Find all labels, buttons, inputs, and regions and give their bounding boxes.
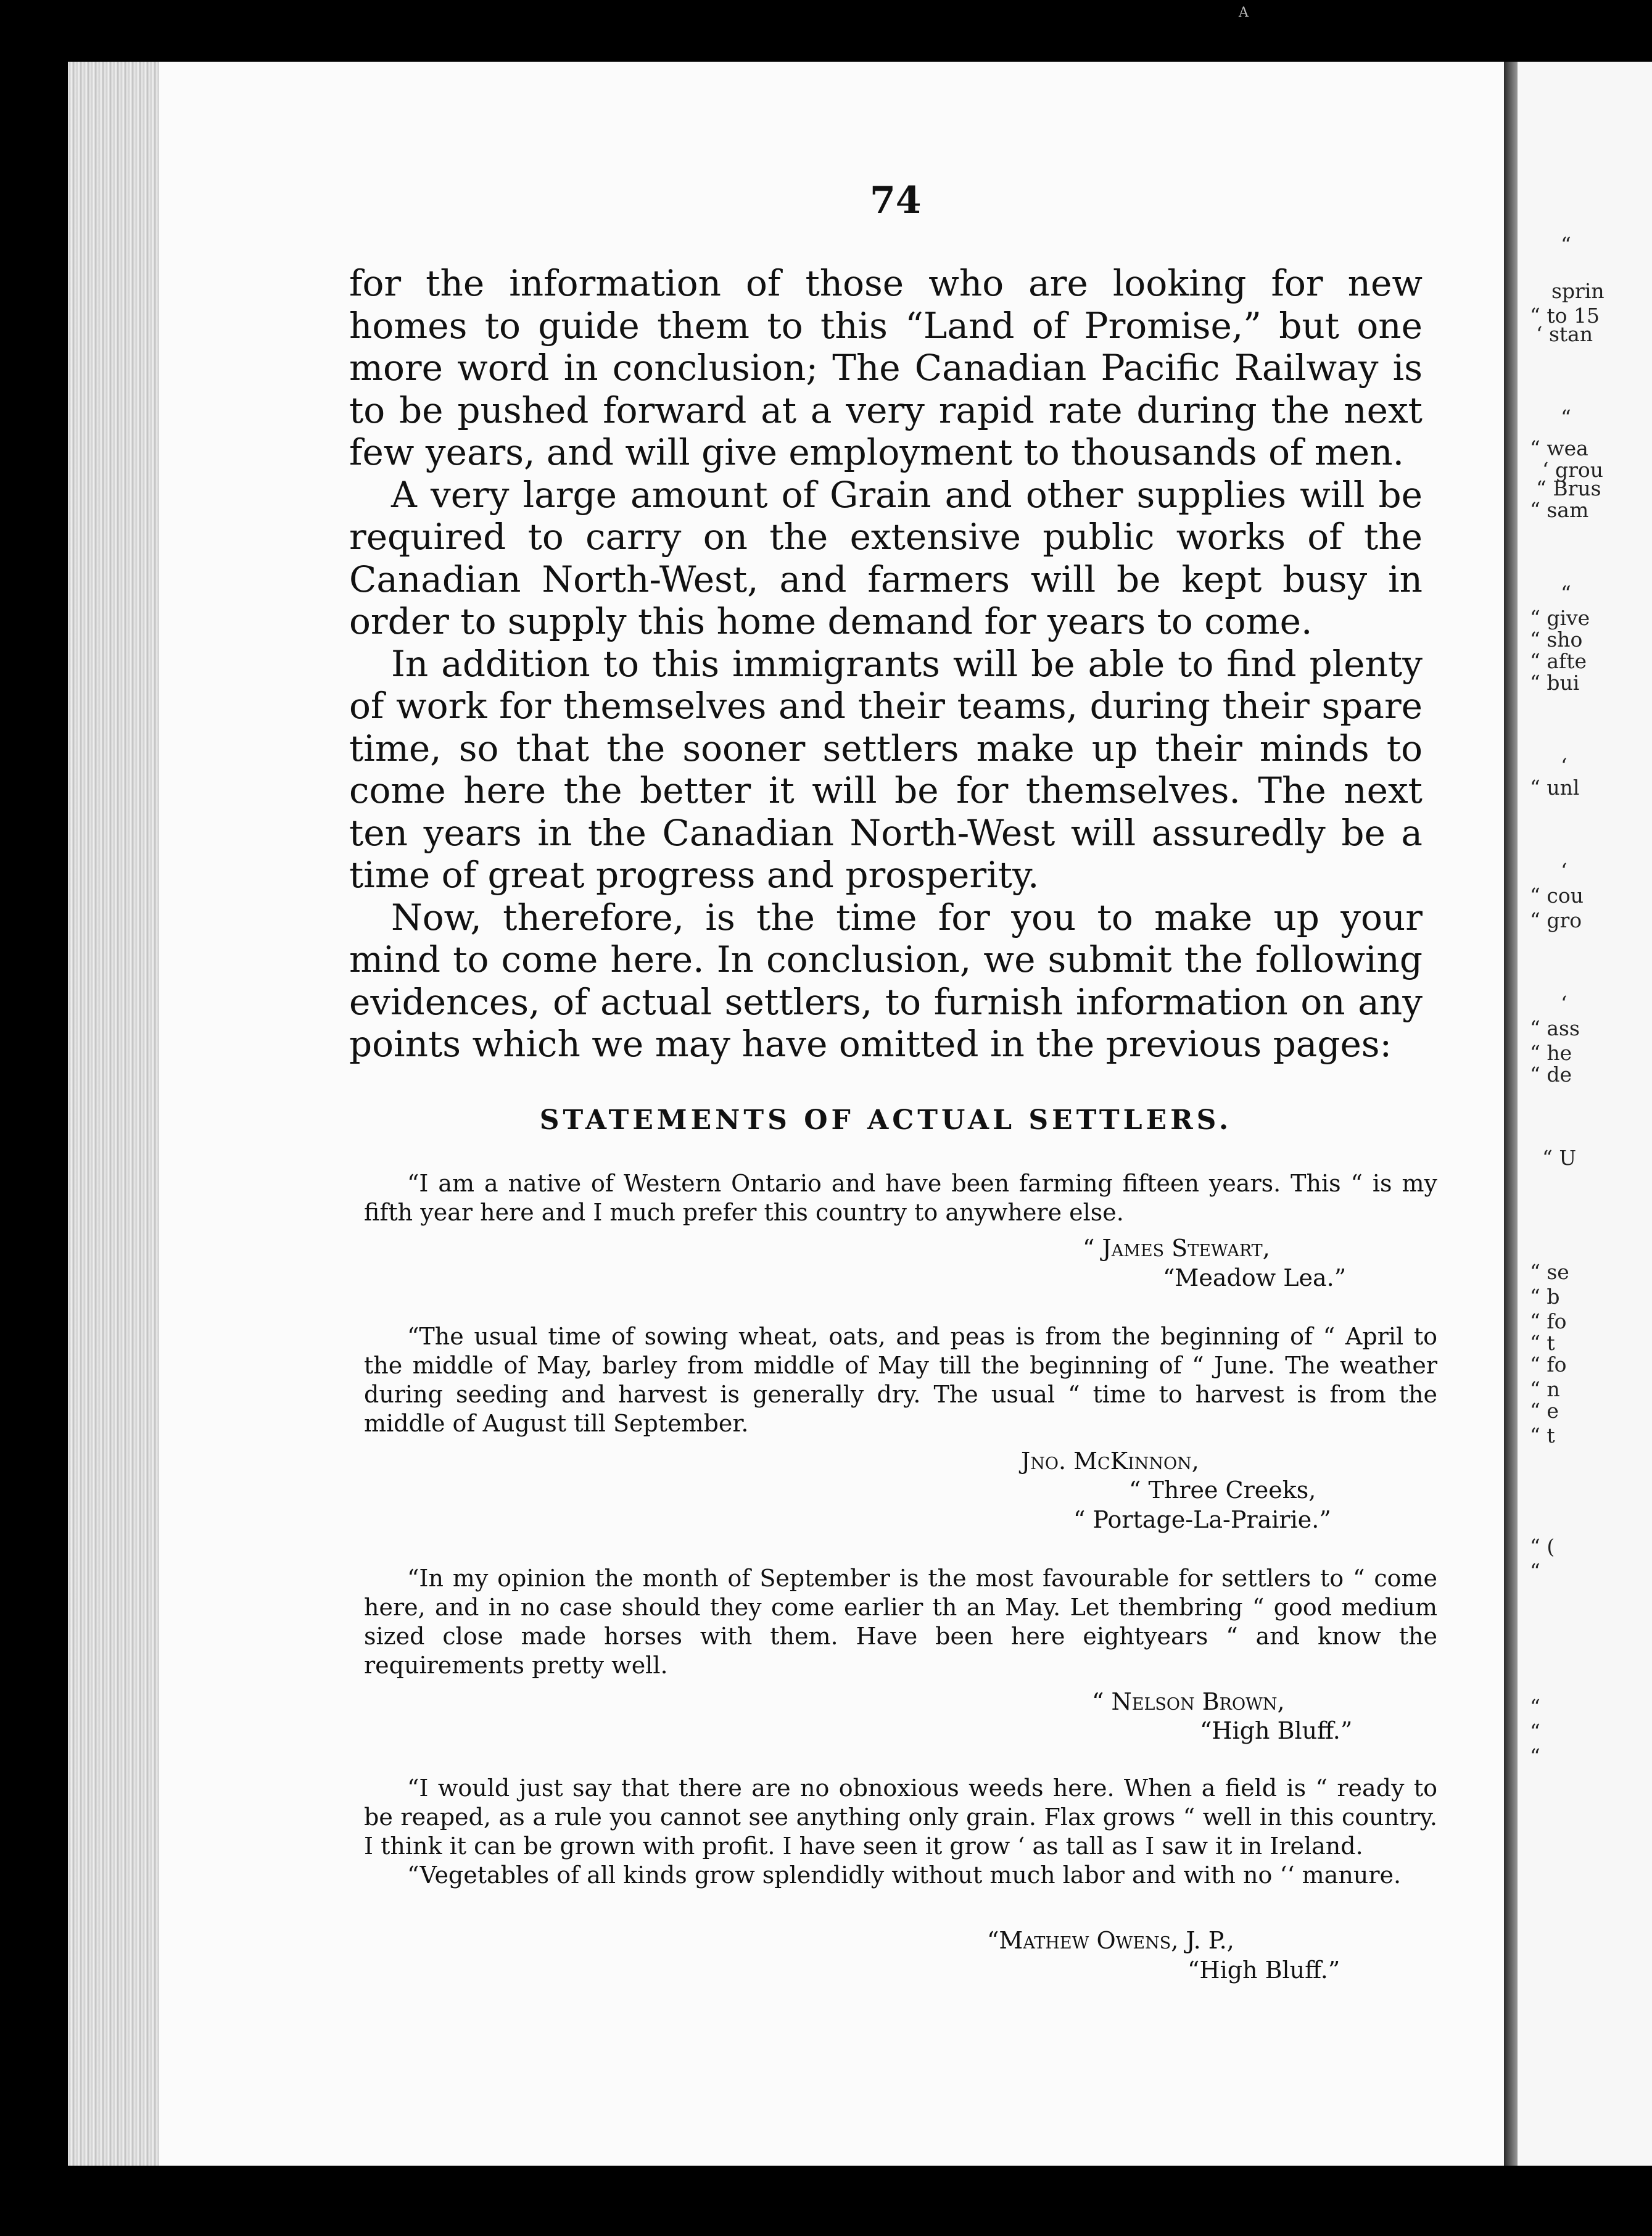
paragraph-2: A very large amount of Grain and other supplies will be required to carry on the extensive public works of the Canadian North-West, and farmers will be kept busy in order to supply this home demand for years to come. bbox=[349, 473, 1423, 642]
next-page-fragment: “ afte bbox=[1530, 649, 1587, 673]
next-page-fragment: ‘ stan bbox=[1536, 322, 1593, 346]
next-page-fragment: “ wea bbox=[1530, 436, 1588, 460]
statement-2 bbox=[364, 1322, 1437, 1438]
statement-signature-place-2: “ Portage-La-Prairie.” bbox=[1073, 1506, 1331, 1533]
next-page-fragment: “ ass bbox=[1530, 1016, 1580, 1040]
statement-text: “I am a native of Western Ontario and have been farming fifteen years. This “ is my fifth year here and I much prefer this country to anywhere else. bbox=[364, 1170, 1437, 1226]
statement-text: “In my opinion the month of September is the most favourable for settlers to “ come here, and in no case should they come earlier th an May. Let thembring “ good medium sized close made horses with them. Have been here eightyears “ and know the requirements pretty well. bbox=[364, 1565, 1437, 1679]
paragraph-4: Now, therefore, is the time for you to make up your mind to come here. In conclusion, we submit the following evidences, of actual settlers, to furnish information on any points which we may have omitted in the previous pages: bbox=[349, 896, 1423, 1065]
next-page-fragment: ‘ bbox=[1561, 992, 1567, 1016]
next-page-fragment: “ t bbox=[1530, 1423, 1555, 1447]
next-page-fragment: “ he bbox=[1530, 1041, 1572, 1065]
statement-signature-place: “High Bluff.” bbox=[1200, 1717, 1353, 1744]
statement-signature-name: “Mathew Owens, J. P., bbox=[987, 1927, 1234, 1954]
next-page-fragment: “ bbox=[1530, 1695, 1540, 1719]
next-page-fragment: “ se bbox=[1530, 1260, 1569, 1284]
next-page-fragment: “ e bbox=[1530, 1399, 1559, 1423]
next-page-fragment: ‘ bbox=[1561, 754, 1567, 778]
next-page-fragment: “ unl bbox=[1530, 776, 1580, 800]
next-page-fragment: “ bbox=[1530, 1744, 1540, 1768]
next-page-fragment: “ de bbox=[1530, 1062, 1572, 1087]
statement-signature-name: “ Nelson Brown, bbox=[1092, 1688, 1285, 1715]
next-page-fragment: “ bbox=[1561, 405, 1571, 429]
next-page-fragment: “ Brus bbox=[1536, 476, 1601, 500]
statement-signature-name: Jno. McKinnon, bbox=[1021, 1447, 1199, 1475]
next-page-fragment: “ bbox=[1561, 233, 1571, 257]
page-number: 74 bbox=[870, 179, 922, 222]
next-page-fragment: sprin bbox=[1551, 279, 1605, 303]
statement-signature-place: “ Three Creeks, bbox=[1129, 1476, 1316, 1504]
next-page-fragment: “ n bbox=[1530, 1377, 1560, 1401]
next-page-fragment: ‘ bbox=[1561, 859, 1567, 883]
next-page-fragment: “ sho bbox=[1530, 627, 1583, 652]
statement-signature-place: “High Bluff.” bbox=[1187, 1957, 1340, 1984]
next-page-fragment: “ sam bbox=[1530, 498, 1589, 522]
next-page-fragment: “ U bbox=[1542, 1146, 1577, 1170]
body-text bbox=[349, 262, 1423, 1066]
statement-text: “The usual time of sowing wheat, oats, and peas is from the beginning of “ April to the middle of May, barley from middle of May till the beginning of “ June. The weather during seeding and harvest is generally dry. The usual “ time to harvest is from the middle of August till September. bbox=[364, 1323, 1437, 1437]
statement-signature-place: “Meadow Lea.” bbox=[1163, 1264, 1347, 1291]
next-page-fragment: “ give bbox=[1530, 606, 1590, 630]
next-page-fragment: “ bbox=[1530, 1559, 1540, 1583]
next-page-fragment: “ b bbox=[1530, 1285, 1560, 1309]
book-gutter bbox=[1504, 62, 1518, 2166]
next-page-fragment: “ bbox=[1530, 1720, 1540, 1744]
statement-1 bbox=[364, 1169, 1437, 1227]
next-page-fragment: “ bui bbox=[1530, 671, 1580, 695]
section-heading: STATEMENTS OF ACTUAL SETTLERS. bbox=[539, 1104, 1233, 1136]
next-page-fragment: ‘ grou bbox=[1542, 458, 1603, 482]
paragraph-3: In addition to this immigrants will be able to find plenty of work for themselves and their teams, during their spare time, so that the sooner settlers make up their minds to come here the better it will be for themselves. The next ten years in the Canadian North-West will assuredly be a time of great progress and prosperity. bbox=[349, 642, 1423, 896]
statement-3 bbox=[364, 1564, 1437, 1680]
next-page-fragment: “ bbox=[1561, 581, 1571, 605]
book-fore-edge bbox=[68, 62, 160, 2166]
next-page-fragment: “ cou bbox=[1530, 884, 1584, 908]
next-page-fragment: “ gro bbox=[1530, 908, 1582, 932]
paragraph-1: for the information of those who are looking for new homes to guide them to this “Land of Promise,” but one more word in conclusion; The Canadian Pacific Railway is to be pushed forward at a very rapid rate during the next few years, and will give employment to thousands of men. bbox=[349, 262, 1423, 473]
next-page-fragment: “ t bbox=[1530, 1331, 1555, 1355]
page-top-mark: A bbox=[1239, 5, 1249, 20]
statement-4 bbox=[364, 1774, 1437, 1890]
next-page-fragment: “ ( bbox=[1530, 1534, 1555, 1559]
statement-text-2: “Vegetables of all kinds grow splendidly without much labor and with no ‘‘ manure. bbox=[407, 1861, 1402, 1889]
next-page-fragment: “ fo bbox=[1530, 1352, 1567, 1377]
next-page-fragment: “ to 15 bbox=[1530, 304, 1600, 328]
next-page-edge bbox=[1518, 62, 1652, 2166]
statement-text: “I would just say that there are no obnoxious weeds here. When a field is “ ready to be reaped, as a rule you cannot see anything only grain. Flax grows “ well in this country. I think it can be grown with profit. I have seen it grow ‘ as tall as I saw it in Ireland. bbox=[364, 1774, 1437, 1860]
next-page-fragment: “ fo bbox=[1530, 1309, 1567, 1333]
statement-signature-name: “ James Stewart, bbox=[1083, 1235, 1270, 1262]
